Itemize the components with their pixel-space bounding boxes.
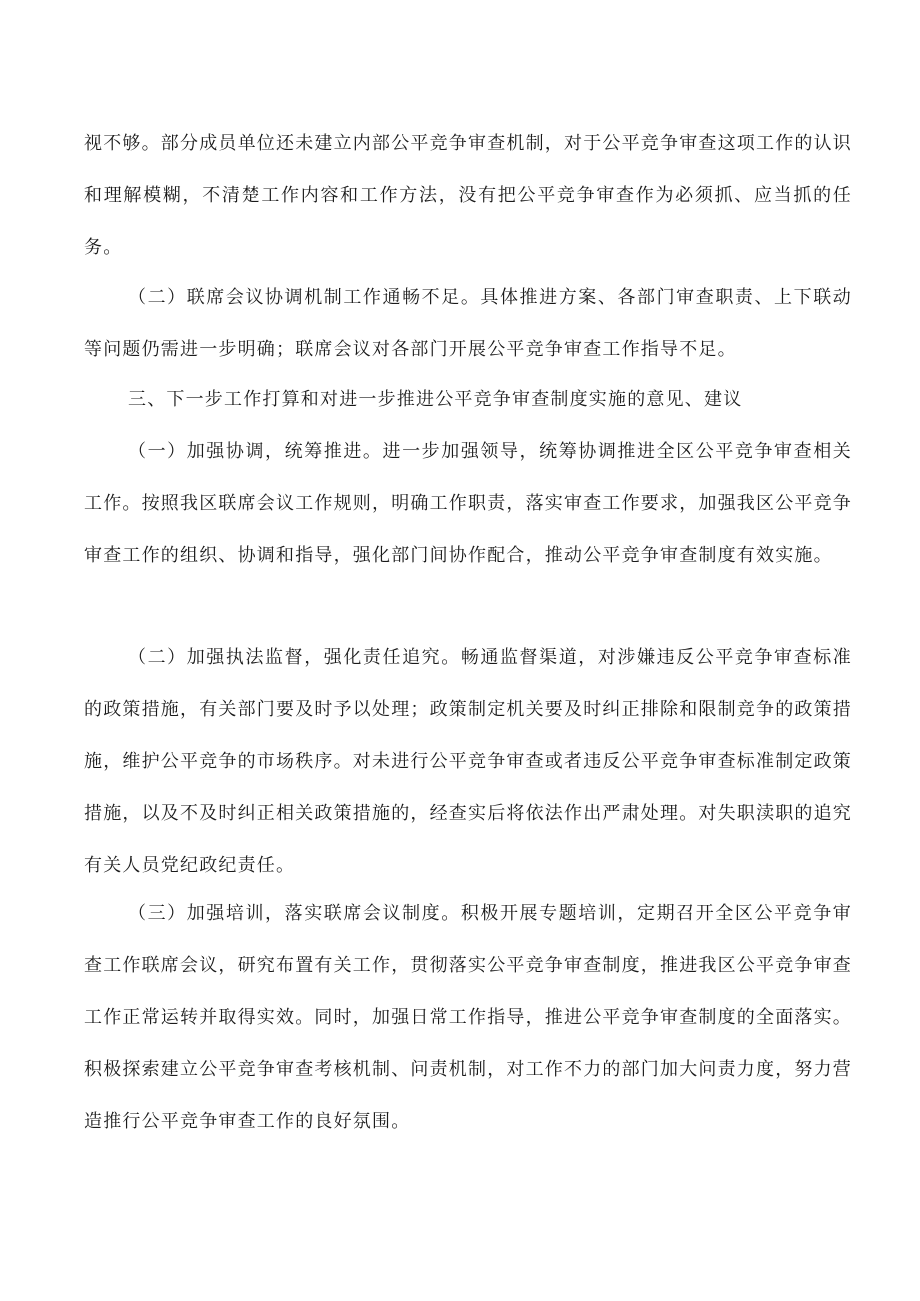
paragraph-continuation — [84, 118, 852, 274]
paragraph-text: （二）联席会议协调机制工作通畅不足。具体推进方案、各部门审查职责、上下联动等问题仍需进一步明确；联席会议对各部门开展公平竞争审查工作指导不足。 — [84, 287, 852, 360]
section-heading-three — [84, 374, 852, 426]
paragraph-measure-one — [84, 426, 852, 582]
paragraph-measure-two — [84, 632, 852, 892]
paragraph-text: （三）加强培训，落实联席会议制度。积极开展专题培训，定期召开全区公平竞争审查工作联席会议，研究布置有关工作，贯彻落实公平竞争审查制度，推进我区公平竞争审查工作正常运转并取得实效。同时，加强日常工作指导，推进公平竞争审查制度的全面落实。积极探索建立公平竞争审查考核机制、问责机制，对工作不力的部门加大问责力度，努力营造推行公平竞争审查工作的良好氛围。 — [84, 903, 852, 1132]
heading-text: 三、下一步工作打算和对进一步推进公平竞争审查制度实施的意见、建议 — [128, 389, 743, 410]
paragraph-measure-three — [84, 888, 852, 1148]
paragraph-issue-two — [84, 272, 852, 376]
paragraph-text: （二）加强执法监督，强化责任追究。畅通监督渠道，对涉嫌违反公平竞争审查标准的政策措施，有关部门要及时予以处理；政策制定机关要及时纠正排除和限制竞争的政策措施，维护公平竞争的市场秩序。对未进行公平竞争审查或者违反公平竞争审查标准制定政策措施，以及不及时纠正相关政策措施的，经查实后将依法作出严肃处理。对失职渎职的追究有关人员党纪政纪责任。 — [84, 647, 852, 876]
paragraph-text: （一）加强协调，统筹推进。进一步加强领导，统筹协调推进全区公平竞争审查相关工作。按照我区联席会议工作规则，明确工作职责，落实审查工作要求，加强我区公平竞争审查工作的组织、协调和指导，强化部门间协作配合，推动公平竞争审查制度有效实施。 — [84, 441, 852, 566]
paragraph-text: 视不够。部分成员单位还未建立内部公平竞争审查机制，对于公平竞争审查这项工作的认识和理解模糊，不清楚工作内容和工作方法，没有把公平竞争审查作为必须抓、应当抓的任务。 — [84, 133, 852, 258]
